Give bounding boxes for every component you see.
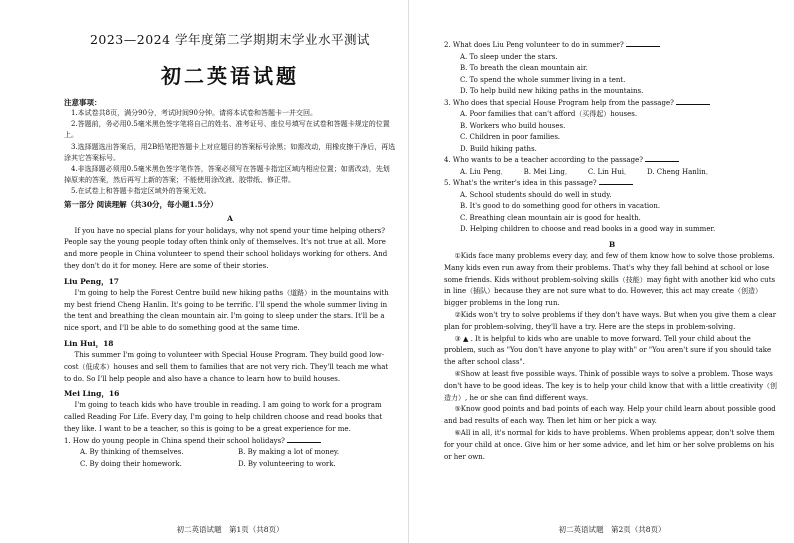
- option-4d: D. Cheng Hanlin．: [646, 167, 713, 176]
- passage-b-paragraph-2: ②Kids won't try to solve problems if they don't have ways. But when you give them a clear plan for problem-solving, they'll have a try. Here are the steps in problem-solving.: [444, 310, 777, 331]
- question-5-text: 5. What's the writer's idea in this passage?: [444, 179, 597, 187]
- question-1-text: 1. How do young people in China spend their school holidays?: [64, 436, 285, 445]
- option-5d: D. Helping children to choose and read books in a good way in summer.: [460, 225, 716, 233]
- section-b-heading: B: [608, 239, 616, 249]
- notice-3: 3.选择题选出答案后，用2B铅笔把答题卡上对应题目的答案标号涂黑；如需改动，用橡皮擦干净后，再选涂其它答案标号。: [64, 142, 396, 162]
- passage-b-paragraph-1: ①Kids face many problems every day, and few of them know how to solve those problems. Many kids even run away from their problems. That's why they fall behind at school or lose some friends. Kids without problem-solving skills（技能）may fight with another kid who cuts in line（插队）because they are not sure what to do. However, this act may create（创造）bigger problems in the long run.: [444, 252, 776, 308]
- page-footer-1: 初二英语试题 第1页（共8页）: [176, 525, 284, 534]
- answer-blank: [626, 40, 660, 47]
- question-1-stem: [64, 436, 396, 448]
- option-3a: A. Poor families that can't afford（买得起）houses.: [460, 110, 638, 118]
- option-2c: C. To spend the whole summer living in a tent.: [460, 75, 626, 84]
- person-heading-mei-ling: Mei Ling，16: [64, 389, 120, 399]
- question-2-text: 2. What does Liu Peng volunteer to do in summer?: [444, 41, 624, 49]
- question-3-stem: [444, 98, 780, 110]
- option-3b: B. Workers who build houses.: [460, 121, 566, 130]
- option-5a: A. School students should do well in study.: [460, 190, 612, 199]
- question-4-text: 4. Who wants to be a teacher according to the passage?: [444, 156, 643, 164]
- answer-blank: [287, 436, 321, 443]
- passage-b-paragraph-4: ④Show at least five possible ways. Think of possible ways to solve a problem. Those ways don't have to be good ideas. The key is to help your child know that with a little creativity（创造力）, he or she can find different ways.: [444, 369, 778, 402]
- option-4a: A. Liu Peng．: [460, 167, 508, 176]
- option-1d: D. By volunteering to work.: [238, 459, 336, 468]
- person-heading-lin-hui: Lin Hui，18: [64, 339, 114, 348]
- section-a-heading: A: [227, 214, 233, 224]
- passage-intro: If you have no special plans for your holidays, why not spend your time helping others? People say the young people today often think only of themselves. It's not true at all. More and more people in China volunteer to spend their school holidays working for others. And they don't do it for money. Here are some of their stories.: [64, 226, 388, 271]
- answer-blank: [599, 178, 633, 185]
- passage-b-paragraph-3: ③ ▲ . It is helpful to kids who are unable to move forward. Tell your child about the problem, such as "You don't have anyone to play with" or "You aren't sure if you should take the after school class".: [444, 334, 772, 367]
- notice-1: 1.本试卷共8页，满分90分，考试时间90分钟。请将本试卷和答题卡一并交回。: [71, 109, 317, 117]
- option-2d: D. To help build new hiking paths in the mountains.: [460, 87, 644, 95]
- exam-title: 2023—2024 学年度第二学期期末学业水平测试: [89, 32, 371, 47]
- option-2b: B. To breath the clean mountain air.: [460, 64, 588, 72]
- passage-b-paragraph-5: ⑤Know good points and bad points of each way. Help your child learn about possible good and bad results of each way. Then let him or her pick a way.: [444, 405, 776, 426]
- notice-2: 2.答题前，务必用0.5毫米黑色签字笔将自己的姓名、准考证号、座位号填写在试卷和答题卡规定的位置上。: [64, 120, 390, 140]
- part-heading: 第一部分 阅读理解（共30分，每小题1.5分）: [64, 199, 218, 209]
- option-1b: B. By making a lot of money.: [238, 448, 340, 457]
- option-5c: C. Breathing clean mountain air is good for health.: [460, 213, 641, 222]
- option-5b: B. It's good to do something good for others in vacation.: [460, 202, 661, 210]
- question-4-stem: [444, 155, 780, 167]
- person-text-lin-hui: This summer I'm going to volunteer with Special House Program. They build good low-cost（低成本）houses and sell them to families that are not very rich. They'll teach me what to do. So I'll help people and also have a chance to learn how to build houses.: [64, 351, 389, 383]
- notice-heading: 注意事项：: [64, 98, 102, 107]
- answer-blank: [676, 98, 710, 105]
- option-1a: A. By thinking of themselves.: [80, 448, 184, 457]
- question-2-stem: [444, 40, 780, 52]
- question-3-text: 3. Who does that special House Program help from the passage?: [444, 98, 674, 107]
- passage-b-paragraph-6: ⑥All in all, it's normal for kids to have problems. When problems appear, don't solve them for your child at once. Give him or her some advice, and let him or her solve problems on his or her own.: [444, 428, 775, 461]
- option-4c: C. Lin Hui．: [587, 167, 631, 176]
- option-1c: C. By doing their homework.: [80, 459, 182, 468]
- notice-5: 5.在试卷上和答题卡指定区域外的答案无效。: [71, 187, 211, 196]
- option-3c: C. Children in poor families.: [460, 133, 561, 141]
- person-text-mei-ling: I'm going to teach kids who have trouble in reading. I am going to work for a program called Reading For Life. Every day, I'm going to help children choose and read books that they like. I want to be a teacher, so this is going to be a great experience for me.: [64, 401, 383, 433]
- page-right: [410, 0, 794, 543]
- option-3d: D. Build hiking paths.: [460, 144, 537, 153]
- paper-title: 初二英语试题: [161, 64, 299, 88]
- option-4b: B. Mei Ling．: [523, 167, 572, 176]
- answer-blank: [645, 155, 679, 162]
- person-heading-liu-peng: Liu Peng，17: [64, 276, 120, 286]
- option-2a: A. To sleep under the stars.: [460, 52, 558, 61]
- question-5-stem: [444, 178, 780, 190]
- person-text-liu-peng: I'm going to help the Forest Centre build new hiking paths（道路）in the mountains with my best friend Cheng Hanlin. It's going to be terrific. I'll spend the whole summer living in the tent and breathing the clean mountain air. I'm going to sleep under the stars. It'll be a nice sport, and I'll be able to do something good at the same time.: [64, 288, 389, 333]
- page-footer-2: 初二英语试题 第2页（共8页）: [558, 525, 666, 534]
- question-4-options: [444, 167, 780, 179]
- notice-4: 4.非选择题必须用0.5毫米黑色签字笔作答，答案必须写在答题卡指定区域内相应位置；如需改动，先划掉原来的答案，然后再写上新的答案；不能使用涂改液、胶带纸、修正带。: [64, 165, 390, 185]
- question-1-options: [64, 447, 396, 470]
